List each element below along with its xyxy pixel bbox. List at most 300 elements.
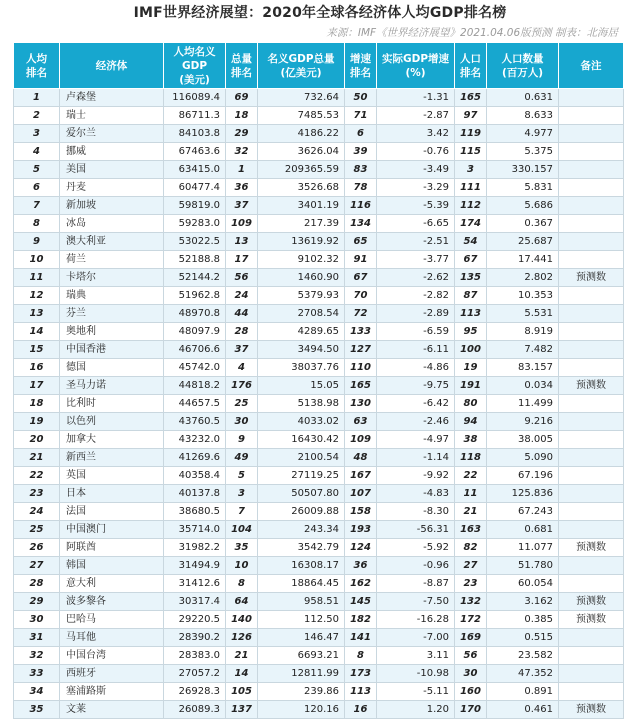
cell-economy: 中国台湾 [60,647,164,665]
cell-economy: 中国香港 [60,341,164,359]
cell-rank: 22 [14,467,60,485]
header-gdp-rank: 总量 排名 [226,43,258,89]
cell-population: 67.196 [487,467,559,485]
cell-gdp-rank: 1 [226,161,258,179]
cell-population-rank: 95 [455,323,487,341]
header-rank: 人均 排名 [14,43,60,89]
cell-economy: 阿联酋 [60,539,164,557]
table-row [14,143,624,161]
cell-gdp-rank: 104 [226,521,258,539]
cell-note [559,665,624,683]
cell-economy: 卢森堡 [60,89,164,107]
cell-economy: 澳大利亚 [60,233,164,251]
cell-gdp-per-capita: 43232.0 [164,431,226,449]
cell-economy: 波多黎各 [60,593,164,611]
cell-population: 11.499 [487,395,559,413]
cell-real-growth: -9.92 [377,467,455,485]
cell-real-growth: -3.29 [377,179,455,197]
cell-population: 0.034 [487,377,559,395]
header-real-growth: 实际GDP增速 (%) [377,43,455,89]
cell-gdp-rank: 3 [226,485,258,503]
cell-note [559,143,624,161]
cell-gdp-total: 18864.45 [258,575,345,593]
cell-gdp-rank: 37 [226,341,258,359]
cell-gdp-rank: 36 [226,179,258,197]
cell-rank: 15 [14,341,60,359]
cell-gdp-per-capita: 44818.2 [164,377,226,395]
cell-note [559,359,624,377]
cell-rank: 27 [14,557,60,575]
cell-note: 预测数 [559,701,624,719]
cell-gdp-total: 16308.17 [258,557,345,575]
cell-gdp-total: 15.05 [258,377,345,395]
cell-population: 8.919 [487,323,559,341]
cell-gdp-per-capita: 45742.0 [164,359,226,377]
cell-note [559,161,624,179]
cell-note [559,431,624,449]
table-row [14,341,624,359]
cell-gdp-rank: 49 [226,449,258,467]
cell-growth-rank: 133 [345,323,377,341]
cell-gdp-total: 7485.53 [258,107,345,125]
cell-population-rank: 94 [455,413,487,431]
cell-growth-rank: 116 [345,197,377,215]
cell-economy: 中国澳门 [60,521,164,539]
cell-economy: 瑞典 [60,287,164,305]
cell-population: 23.582 [487,647,559,665]
cell-note [559,251,624,269]
cell-population: 5.686 [487,197,559,215]
cell-population: 2.802 [487,269,559,287]
cell-gdp-rank: 10 [226,557,258,575]
cell-note [559,287,624,305]
cell-gdp-rank: 17 [226,251,258,269]
cell-growth-rank: 134 [345,215,377,233]
cell-rank: 12 [14,287,60,305]
cell-gdp-rank: 126 [226,629,258,647]
cell-real-growth: -8.87 [377,575,455,593]
cell-growth-rank: 6 [345,125,377,143]
cell-gdp-rank: 44 [226,305,258,323]
cell-rank: 5 [14,161,60,179]
table-row [14,593,624,611]
cell-gdp-rank: 13 [226,233,258,251]
cell-growth-rank: 127 [345,341,377,359]
cell-growth-rank: 72 [345,305,377,323]
cell-population-rank: 27 [455,557,487,575]
table-row [14,233,624,251]
cell-real-growth: -2.87 [377,107,455,125]
cell-rank: 14 [14,323,60,341]
cell-gdp-rank: 176 [226,377,258,395]
table-row [14,305,624,323]
cell-real-growth: -2.89 [377,305,455,323]
cell-economy: 新西兰 [60,449,164,467]
cell-note [559,107,624,125]
cell-rank: 25 [14,521,60,539]
cell-economy: 法国 [60,503,164,521]
cell-real-growth: -56.31 [377,521,455,539]
cell-rank: 11 [14,269,60,287]
cell-gdp-total: 120.16 [258,701,345,719]
cell-real-growth: -3.77 [377,251,455,269]
cell-real-growth: -16.28 [377,611,455,629]
cell-gdp-rank: 137 [226,701,258,719]
cell-rank: 1 [14,89,60,107]
header-gdp-per-capita: 人均名义GDP (美元) [164,43,226,89]
cell-population-rank: 67 [455,251,487,269]
cell-gdp-total: 732.64 [258,89,345,107]
cell-note [559,215,624,233]
gdp-ranking-table [13,42,624,719]
cell-gdp-total: 3494.50 [258,341,345,359]
cell-population-rank: 97 [455,107,487,125]
cell-gdp-per-capita: 86711.3 [164,107,226,125]
cell-growth-rank: 16 [345,701,377,719]
cell-rank: 13 [14,305,60,323]
cell-rank: 7 [14,197,60,215]
cell-gdp-rank: 140 [226,611,258,629]
cell-gdp-per-capita: 29220.5 [164,611,226,629]
cell-gdp-total: 209365.59 [258,161,345,179]
cell-economy: 意大利 [60,575,164,593]
cell-economy: 塞浦路斯 [60,683,164,701]
cell-real-growth: -10.98 [377,665,455,683]
cell-economy: 马耳他 [60,629,164,647]
cell-gdp-per-capita: 46706.6 [164,341,226,359]
cell-rank: 18 [14,395,60,413]
cell-growth-rank: 158 [345,503,377,521]
cell-real-growth: -2.62 [377,269,455,287]
cell-real-growth: -5.39 [377,197,455,215]
cell-gdp-total: 16430.42 [258,431,345,449]
cell-economy: 比利时 [60,395,164,413]
cell-population-rank: 80 [455,395,487,413]
cell-rank: 3 [14,125,60,143]
cell-gdp-per-capita: 59283.0 [164,215,226,233]
table-row [14,251,624,269]
cell-rank: 24 [14,503,60,521]
cell-population: 5.531 [487,305,559,323]
cell-gdp-per-capita: 51962.8 [164,287,226,305]
cell-population: 9.216 [487,413,559,431]
cell-economy: 西班牙 [60,665,164,683]
cell-rank: 17 [14,377,60,395]
cell-real-growth: -4.97 [377,431,455,449]
cell-economy: 瑞士 [60,107,164,125]
cell-economy: 美国 [60,161,164,179]
cell-growth-rank: 109 [345,431,377,449]
cell-gdp-total: 4289.65 [258,323,345,341]
cell-gdp-rank: 14 [226,665,258,683]
cell-growth-rank: 71 [345,107,377,125]
cell-gdp-total: 958.51 [258,593,345,611]
table-row [14,107,624,125]
cell-gdp-rank: 56 [226,269,258,287]
cell-growth-rank: 48 [345,449,377,467]
table-row [14,665,624,683]
cell-real-growth: -2.46 [377,413,455,431]
table-row [14,125,624,143]
table-row [14,539,624,557]
cell-growth-rank: 113 [345,683,377,701]
cell-population-rank: 11 [455,485,487,503]
cell-gdp-total: 5138.98 [258,395,345,413]
cell-rank: 29 [14,593,60,611]
cell-growth-rank: 70 [345,287,377,305]
cell-population-rank: 160 [455,683,487,701]
table-row [14,557,624,575]
table-row [14,521,624,539]
cell-gdp-rank: 21 [226,647,258,665]
cell-gdp-rank: 9 [226,431,258,449]
cell-population-rank: 21 [455,503,487,521]
cell-growth-rank: 182 [345,611,377,629]
cell-population: 5.090 [487,449,559,467]
cell-real-growth: -1.31 [377,89,455,107]
cell-growth-rank: 50 [345,89,377,107]
table-row [14,269,624,287]
cell-gdp-total: 1460.90 [258,269,345,287]
cell-rank: 10 [14,251,60,269]
cell-gdp-per-capita: 26928.3 [164,683,226,701]
cell-rank: 21 [14,449,60,467]
cell-note [559,575,624,593]
table-row [14,215,624,233]
cell-rank: 4 [14,143,60,161]
cell-gdp-per-capita: 30317.4 [164,593,226,611]
cell-gdp-per-capita: 52188.8 [164,251,226,269]
cell-gdp-per-capita: 40137.8 [164,485,226,503]
table-row [14,647,624,665]
cell-gdp-total: 9102.32 [258,251,345,269]
cell-population-rank: 19 [455,359,487,377]
cell-population-rank: 115 [455,143,487,161]
cell-rank: 2 [14,107,60,125]
header-economy: 经济体 [60,43,164,89]
cell-note [559,179,624,197]
cell-gdp-rank: 30 [226,413,258,431]
cell-rank: 6 [14,179,60,197]
cell-rank: 33 [14,665,60,683]
cell-rank: 9 [14,233,60,251]
cell-economy: 丹麦 [60,179,164,197]
cell-note [559,341,624,359]
cell-population-rank: 56 [455,647,487,665]
table-row [14,467,624,485]
table-row [14,503,624,521]
cell-economy: 奥地利 [60,323,164,341]
cell-growth-rank: 167 [345,467,377,485]
cell-economy: 巴哈马 [60,611,164,629]
cell-growth-rank: 67 [345,269,377,287]
cell-growth-rank: 78 [345,179,377,197]
header-population-rank: 人口 排名 [455,43,487,89]
cell-population: 0.385 [487,611,559,629]
cell-population: 51.780 [487,557,559,575]
cell-population-rank: 112 [455,197,487,215]
cell-economy: 德国 [60,359,164,377]
cell-gdp-per-capita: 40358.4 [164,467,226,485]
cell-population: 8.633 [487,107,559,125]
cell-gdp-total: 4033.02 [258,413,345,431]
cell-gdp-rank: 4 [226,359,258,377]
cell-population-rank: 111 [455,179,487,197]
cell-gdp-per-capita: 31982.2 [164,539,226,557]
cell-gdp-total: 4186.22 [258,125,345,143]
cell-gdp-total: 2100.54 [258,449,345,467]
cell-population: 0.681 [487,521,559,539]
cell-gdp-per-capita: 43760.5 [164,413,226,431]
cell-note [559,521,624,539]
cell-gdp-rank: 28 [226,323,258,341]
cell-gdp-per-capita: 84103.8 [164,125,226,143]
cell-note [559,485,624,503]
cell-gdp-total: 3401.19 [258,197,345,215]
cell-gdp-total: 3542.79 [258,539,345,557]
cell-real-growth: -7.50 [377,593,455,611]
cell-growth-rank: 36 [345,557,377,575]
cell-gdp-total: 13619.92 [258,233,345,251]
cell-gdp-total: 5379.93 [258,287,345,305]
cell-population-rank: 172 [455,611,487,629]
cell-rank: 8 [14,215,60,233]
cell-population-rank: 119 [455,125,487,143]
cell-population: 7.482 [487,341,559,359]
cell-economy: 文莱 [60,701,164,719]
cell-population: 0.515 [487,629,559,647]
cell-growth-rank: 110 [345,359,377,377]
cell-real-growth: 3.42 [377,125,455,143]
cell-note: 预测数 [559,539,624,557]
cell-economy: 冰岛 [60,215,164,233]
cell-gdp-total: 6693.21 [258,647,345,665]
cell-gdp-rank: 109 [226,215,258,233]
cell-population-rank: 100 [455,341,487,359]
cell-growth-rank: 63 [345,413,377,431]
cell-growth-rank: 141 [345,629,377,647]
cell-population: 5.831 [487,179,559,197]
cell-gdp-per-capita: 27057.2 [164,665,226,683]
cell-gdp-rank: 18 [226,107,258,125]
table-body [14,89,624,719]
cell-growth-rank: 39 [345,143,377,161]
table-row [14,323,624,341]
cell-population: 3.162 [487,593,559,611]
table-row [14,179,624,197]
cell-note [559,647,624,665]
cell-note: 预测数 [559,377,624,395]
cell-note [559,683,624,701]
cell-real-growth: -0.96 [377,557,455,575]
cell-gdp-per-capita: 63415.0 [164,161,226,179]
cell-note [559,125,624,143]
cell-note [559,323,624,341]
cell-gdp-rank: 7 [226,503,258,521]
cell-gdp-total: 146.47 [258,629,345,647]
cell-gdp-rank: 24 [226,287,258,305]
cell-population-rank: 23 [455,575,487,593]
cell-population: 5.375 [487,143,559,161]
cell-real-growth: 1.20 [377,701,455,719]
cell-note [559,413,624,431]
cell-note [559,305,624,323]
cell-economy: 荷兰 [60,251,164,269]
cell-gdp-rank: 37 [226,197,258,215]
cell-economy: 挪威 [60,143,164,161]
cell-gdp-rank: 105 [226,683,258,701]
cell-growth-rank: 165 [345,377,377,395]
cell-gdp-per-capita: 31412.6 [164,575,226,593]
cell-real-growth: -4.86 [377,359,455,377]
cell-gdp-rank: 8 [226,575,258,593]
table-header-row [14,43,624,89]
cell-gdp-per-capita: 44657.5 [164,395,226,413]
cell-note [559,197,624,215]
source-note: 来源：IMF《世界经济展望》2021.04.06版预测 制表：北海居 [326,27,618,39]
cell-rank: 23 [14,485,60,503]
cell-population-rank: 169 [455,629,487,647]
table-row [14,611,624,629]
cell-growth-rank: 8 [345,647,377,665]
cell-population-rank: 191 [455,377,487,395]
cell-population: 0.891 [487,683,559,701]
cell-population-rank: 22 [455,467,487,485]
cell-note [559,503,624,521]
cell-population: 0.631 [487,89,559,107]
cell-real-growth: -8.30 [377,503,455,521]
cell-real-growth: -9.75 [377,377,455,395]
cell-economy: 爱尔兰 [60,125,164,143]
cell-gdp-total: 112.50 [258,611,345,629]
cell-real-growth: -3.49 [377,161,455,179]
header-gdp-total: 名义GDP总量 (亿美元) [258,43,345,89]
cell-population-rank: 113 [455,305,487,323]
cell-population-rank: 174 [455,215,487,233]
cell-note [559,557,624,575]
cell-gdp-total: 27119.25 [258,467,345,485]
cell-gdp-rank: 64 [226,593,258,611]
cell-economy: 日本 [60,485,164,503]
cell-population: 17.441 [487,251,559,269]
cell-rank: 35 [14,701,60,719]
cell-gdp-rank: 32 [226,143,258,161]
cell-note [559,233,624,251]
cell-gdp-total: 3526.68 [258,179,345,197]
cell-rank: 19 [14,413,60,431]
cell-gdp-per-capita: 116089.4 [164,89,226,107]
table-row [14,449,624,467]
cell-gdp-per-capita: 67463.6 [164,143,226,161]
cell-note [559,629,624,647]
cell-rank: 30 [14,611,60,629]
cell-real-growth: -6.65 [377,215,455,233]
cell-economy: 韩国 [60,557,164,575]
cell-gdp-per-capita: 35714.0 [164,521,226,539]
cell-gdp-per-capita: 60477.4 [164,179,226,197]
cell-gdp-total: 3626.04 [258,143,345,161]
cell-population: 83.157 [487,359,559,377]
cell-growth-rank: 91 [345,251,377,269]
cell-growth-rank: 173 [345,665,377,683]
cell-gdp-total: 239.86 [258,683,345,701]
cell-gdp-per-capita: 28383.0 [164,647,226,665]
table-row [14,287,624,305]
cell-gdp-per-capita: 52144.2 [164,269,226,287]
table-row [14,89,624,107]
cell-note: 预测数 [559,269,624,287]
cell-population-rank: 118 [455,449,487,467]
